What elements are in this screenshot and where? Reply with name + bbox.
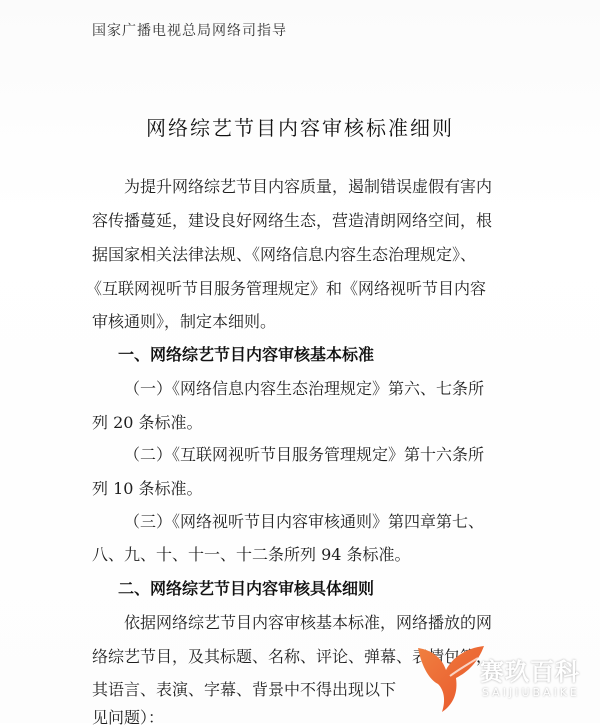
header-organization: 国家广播电视总局网络司指导 — [92, 23, 287, 39]
list-item-line: 列 20 条标准。 — [92, 413, 203, 432]
fish-tail-icon — [412, 640, 488, 716]
watermark-logo — [412, 640, 594, 716]
body-line: 络综艺节目，及其标题、名称、评论、弹幕、表情包等， — [92, 647, 493, 666]
watermark-sub: SAIJIUBAIKE — [482, 686, 580, 699]
list-item-line: 八、九、十、十一、十二条所列 94 条标准。 — [92, 545, 411, 564]
body-line: 依据网络综艺节目内容审核基本标准，网络播放的网 — [124, 613, 493, 632]
list-item-line: （一）《网络信息内容生态治理规定》第六、七条所 — [124, 379, 485, 398]
document-title: 网络综艺节目内容审核标准细则 — [146, 116, 454, 140]
intro-line: 容传播蔓延，建设良好网络生态，营造清朗网络空间，根 — [92, 211, 493, 230]
list-item-line: （二）《互联网视听节目服务管理规定》第十六条所 — [124, 445, 485, 464]
section-heading: 一、网络综艺节目内容审核基本标准 — [118, 345, 375, 364]
watermark-brand: 赛玖百科 — [480, 658, 580, 686]
intro-line: 审核通则》，制定本细则。 — [92, 312, 277, 331]
intro-line: 为提升网络综艺节目内容质量，遏制错误虚假有害内 — [124, 177, 493, 196]
intro-line: 《互联网视听节目服务管理规定》和《网络视听节目内容 — [86, 279, 487, 298]
body-line: 见问题）： — [92, 708, 165, 727]
list-item-line: 列 10 条标准。 — [92, 479, 203, 498]
intro-line: 据国家相关法律法规、《网络信息内容生态治理规定》、 — [92, 245, 477, 264]
section-heading: 二、网络综艺节目内容审核具体细则 — [118, 579, 375, 598]
body-line: 其语言、表演、字幕、背景中不得出现以下 — [92, 680, 397, 699]
list-item-line: （三）《网络视听节目内容审核通则》第四章第七、 — [124, 512, 485, 531]
